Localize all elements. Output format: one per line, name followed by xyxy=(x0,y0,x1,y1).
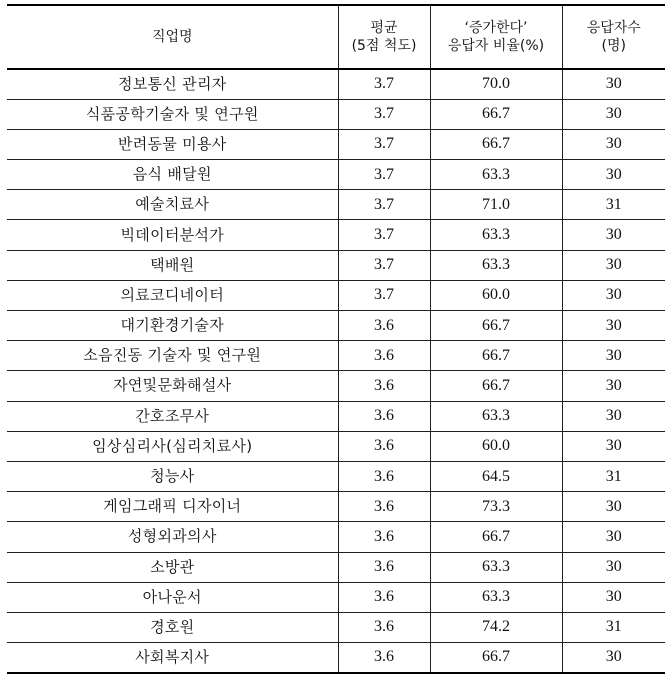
cell-job-name: 택배원 xyxy=(7,250,338,280)
cell-mean: 3.6 xyxy=(338,401,430,431)
table-row xyxy=(7,612,665,642)
cell-mean: 3.6 xyxy=(338,431,430,461)
cell-job-name: 아나운서 xyxy=(7,582,338,612)
cell-job-name: 게임그래픽 디자이너 xyxy=(7,492,338,522)
cell-respondents: 30 xyxy=(562,160,665,190)
cell-respondents: 30 xyxy=(562,341,665,371)
table-row xyxy=(7,69,665,99)
table-row xyxy=(7,522,665,552)
cell-job-name: 자연및문화해설사 xyxy=(7,371,338,401)
cell-job-name: 식품공학기술자 및 연구원 xyxy=(7,99,338,129)
cell-mean: 3.7 xyxy=(338,129,430,159)
cell-increase-ratio: 66.7 xyxy=(430,371,562,401)
table-row xyxy=(7,311,665,341)
cell-mean: 3.6 xyxy=(338,552,430,582)
table-row xyxy=(7,190,665,220)
cell-increase-ratio: 64.5 xyxy=(430,461,562,491)
cell-job-name: 소음진동 기술자 및 연구원 xyxy=(7,341,338,371)
cell-respondents: 30 xyxy=(562,220,665,250)
header-increase-line1: ‘증가한다’ xyxy=(464,20,528,36)
cell-respondents: 30 xyxy=(562,401,665,431)
job-outlook-table xyxy=(7,4,665,674)
cell-respondents: 30 xyxy=(562,129,665,159)
cell-increase-ratio: 60.0 xyxy=(430,280,562,310)
cell-job-name: 빅데이터분석가 xyxy=(7,220,338,250)
table-row xyxy=(7,461,665,491)
header-row xyxy=(7,5,665,69)
cell-increase-ratio: 66.7 xyxy=(430,129,562,159)
cell-increase-ratio: 66.7 xyxy=(430,643,562,673)
table-row xyxy=(7,160,665,190)
cell-increase-ratio: 60.0 xyxy=(430,431,562,461)
table-header xyxy=(7,5,665,69)
table-row xyxy=(7,492,665,522)
cell-respondents: 31 xyxy=(562,612,665,642)
cell-respondents: 30 xyxy=(562,280,665,310)
cell-job-name: 경호원 xyxy=(7,612,338,642)
cell-job-name: 임상심리사(심리치료사) xyxy=(7,431,338,461)
cell-mean: 3.7 xyxy=(338,250,430,280)
cell-increase-ratio: 63.3 xyxy=(430,250,562,280)
cell-mean: 3.6 xyxy=(338,461,430,491)
cell-respondents: 31 xyxy=(562,190,665,220)
cell-increase-ratio: 66.7 xyxy=(430,522,562,552)
cell-job-name: 음식 배달원 xyxy=(7,160,338,190)
cell-increase-ratio: 63.3 xyxy=(430,582,562,612)
cell-increase-ratio: 73.3 xyxy=(430,492,562,522)
cell-mean: 3.6 xyxy=(338,643,430,673)
cell-respondents: 30 xyxy=(562,250,665,280)
header-respondents xyxy=(562,5,665,69)
header-mean-line2: (5점 척도) xyxy=(351,38,417,54)
table-row xyxy=(7,552,665,582)
table-row xyxy=(7,129,665,159)
cell-mean: 3.7 xyxy=(338,220,430,250)
header-increase-line2: 응답자 비율(%) xyxy=(447,38,545,54)
header-respondents-line1: 응답자수 xyxy=(586,20,641,36)
header-mean-line1: 평균 xyxy=(370,20,398,36)
cell-job-name: 소방관 xyxy=(7,552,338,582)
cell-mean: 3.7 xyxy=(338,280,430,310)
cell-mean: 3.7 xyxy=(338,69,430,99)
table-row xyxy=(7,280,665,310)
cell-job-name: 예술치료사 xyxy=(7,190,338,220)
cell-job-name: 간호조무사 xyxy=(7,401,338,431)
cell-job-name: 대기환경기술자 xyxy=(7,311,338,341)
table-row xyxy=(7,401,665,431)
cell-mean: 3.6 xyxy=(338,492,430,522)
cell-increase-ratio: 66.7 xyxy=(430,99,562,129)
cell-respondents: 30 xyxy=(562,522,665,552)
cell-job-name: 사회복지사 xyxy=(7,643,338,673)
table-row xyxy=(7,431,665,461)
cell-increase-ratio: 63.3 xyxy=(430,401,562,431)
cell-job-name: 청능사 xyxy=(7,461,338,491)
cell-mean: 3.6 xyxy=(338,522,430,552)
table-row xyxy=(7,643,665,673)
cell-increase-ratio: 71.0 xyxy=(430,190,562,220)
cell-respondents: 30 xyxy=(562,69,665,99)
job-outlook-table-container xyxy=(7,4,665,674)
cell-job-name: 성형외과의사 xyxy=(7,522,338,552)
header-job-name: 직업명 xyxy=(7,5,338,69)
cell-increase-ratio: 63.3 xyxy=(430,160,562,190)
cell-respondents: 30 xyxy=(562,552,665,582)
cell-respondents: 30 xyxy=(562,492,665,522)
cell-mean: 3.7 xyxy=(338,190,430,220)
cell-mean: 3.7 xyxy=(338,160,430,190)
cell-job-name: 의료코디네이터 xyxy=(7,280,338,310)
cell-increase-ratio: 66.7 xyxy=(430,341,562,371)
table-row xyxy=(7,220,665,250)
cell-mean: 3.7 xyxy=(338,99,430,129)
table-row xyxy=(7,341,665,371)
cell-mean: 3.6 xyxy=(338,371,430,401)
cell-job-name: 정보통신 관리자 xyxy=(7,69,338,99)
cell-respondents: 30 xyxy=(562,371,665,401)
cell-mean: 3.6 xyxy=(338,311,430,341)
cell-increase-ratio: 70.0 xyxy=(430,69,562,99)
table-row xyxy=(7,371,665,401)
cell-mean: 3.6 xyxy=(338,612,430,642)
header-increase-ratio xyxy=(430,5,562,69)
cell-respondents: 30 xyxy=(562,311,665,341)
table-row xyxy=(7,250,665,280)
cell-increase-ratio: 74.2 xyxy=(430,612,562,642)
cell-increase-ratio: 63.3 xyxy=(430,220,562,250)
cell-respondents: 30 xyxy=(562,99,665,129)
cell-respondents: 30 xyxy=(562,643,665,673)
cell-respondents: 30 xyxy=(562,582,665,612)
cell-job-name: 반려동물 미용사 xyxy=(7,129,338,159)
header-mean xyxy=(338,5,430,69)
table-row xyxy=(7,582,665,612)
table-row xyxy=(7,99,665,129)
table-body xyxy=(7,69,665,673)
cell-mean: 3.6 xyxy=(338,582,430,612)
header-respondents-line2: (명) xyxy=(601,38,626,54)
cell-respondents: 31 xyxy=(562,461,665,491)
cell-increase-ratio: 66.7 xyxy=(430,311,562,341)
cell-mean: 3.6 xyxy=(338,341,430,371)
cell-respondents: 30 xyxy=(562,431,665,461)
cell-increase-ratio: 63.3 xyxy=(430,552,562,582)
